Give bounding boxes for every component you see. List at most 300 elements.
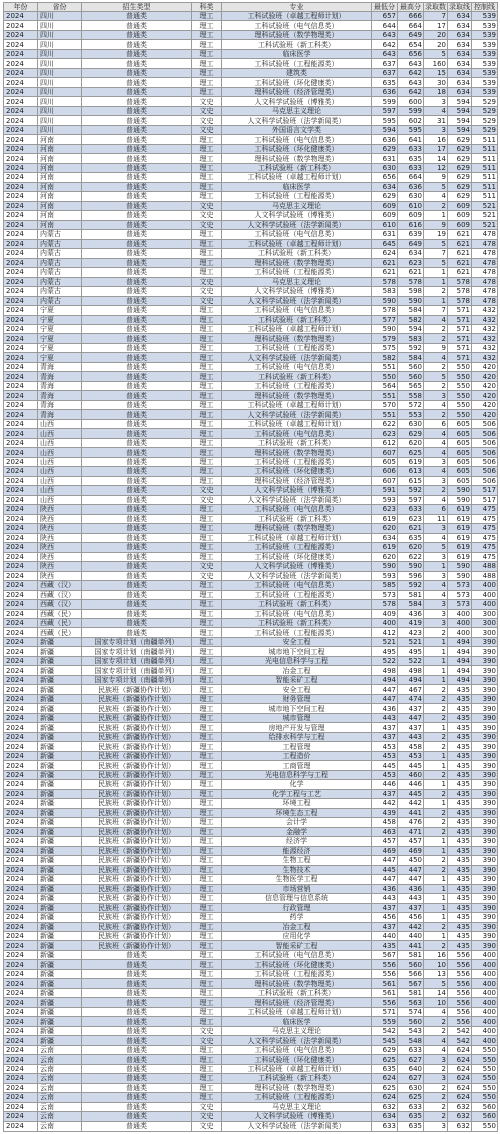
province-cell: 云南 (38, 1102, 82, 1111)
admission-type-cell: 普通类 (82, 960, 192, 969)
admitted-count-cell: 9 (424, 343, 448, 352)
admission-line-cell: 594 (448, 125, 472, 134)
admission-line-cell: 624 (448, 1045, 472, 1054)
province-cell: 河南 (38, 220, 82, 229)
admission-line-cell: 605 (448, 457, 472, 466)
category-cell: 理工 (192, 49, 222, 58)
admitted-count-cell: 2 (424, 334, 448, 343)
year-cell: 2024 (4, 343, 38, 352)
admission-type-cell: 民族班（新疆协作计划） (82, 742, 192, 751)
max-score-cell: 627 (398, 1055, 424, 1064)
major-cell: 建筑类 (222, 68, 372, 77)
admitted-count-cell: 7 (424, 306, 448, 315)
admitted-count-cell: 2 (424, 1093, 448, 1102)
year-cell: 2024 (4, 1112, 38, 1121)
min-score-cell: 437 (372, 922, 398, 931)
max-score-cell: 595 (398, 125, 424, 134)
admission-line-cell: 624 (448, 1083, 472, 1092)
province-cell: 四川 (38, 21, 82, 30)
major-cell: 工科试验班（卓越工程师计划） (222, 12, 372, 21)
province-cell: 新疆 (38, 988, 82, 997)
major-cell: 行政管理 (222, 903, 372, 912)
admission-line-cell: 556 (448, 1017, 472, 1026)
category-cell: 理工 (192, 998, 222, 1007)
admission-line-cell: 571 (448, 353, 472, 362)
table-row (4, 600, 498, 609)
major-cell: 工科试验班（新工科类） (222, 438, 372, 447)
category-cell: 理工 (192, 969, 222, 978)
min-score-cell: 607 (372, 448, 398, 457)
admission-line-cell: 634 (448, 78, 472, 87)
min-score-cell: 559 (372, 1017, 398, 1026)
major-cell: 工科试验班（新工科类） (222, 315, 372, 324)
max-score-cell: 630 (398, 419, 424, 428)
control-line-cell: 390 (472, 865, 498, 874)
admission-line-cell: 435 (448, 789, 472, 798)
admission-type-cell: 普通类 (82, 495, 192, 504)
category-cell: 理工 (192, 144, 222, 153)
max-score-cell: 548 (398, 1036, 424, 1045)
table-row (4, 1083, 498, 1092)
table-row (4, 249, 498, 258)
major-cell: 应用化学 (222, 931, 372, 940)
table-row (4, 68, 498, 77)
province-cell: 内蒙古 (38, 230, 82, 239)
min-score-cell: 634 (372, 533, 398, 542)
admitted-count-cell: 4 (424, 581, 448, 590)
table-row (4, 1055, 498, 1064)
min-score-cell: 585 (372, 581, 398, 590)
year-cell: 2024 (4, 1026, 38, 1035)
control-line-cell: 300 (472, 628, 498, 637)
province-cell: 新疆 (38, 656, 82, 665)
major-cell: 理科试验班（数学物理类） (222, 154, 372, 163)
table-row (4, 941, 498, 950)
admitted-count-cell: 3 (424, 619, 448, 628)
min-score-cell: 578 (372, 600, 398, 609)
category-cell: 理工 (192, 353, 222, 362)
category-cell: 理工 (192, 903, 222, 912)
min-score-cell: 551 (372, 391, 398, 400)
admitted-count-cell: 3 (424, 457, 448, 466)
province-cell: 山西 (38, 467, 82, 476)
province-cell: 新疆 (38, 675, 82, 684)
admitted-count-cell: 5 (424, 543, 448, 552)
province-cell: 青海 (38, 400, 82, 409)
category-cell: 理工 (192, 979, 222, 988)
control-line-cell: 400 (472, 960, 498, 969)
year-cell: 2024 (4, 59, 38, 68)
admission-line-cell: 435 (448, 827, 472, 836)
admission-type-cell: 普通类 (82, 173, 192, 182)
major-cell: 化学工程与工艺 (222, 789, 372, 798)
table-row (4, 751, 498, 760)
admission-line-cell: 590 (448, 495, 472, 504)
table-row (4, 268, 498, 277)
category-cell: 理工 (192, 600, 222, 609)
admission-line-cell: 609 (448, 220, 472, 229)
admission-type-cell: 普通类 (82, 562, 192, 571)
min-score-cell: 621 (372, 258, 398, 267)
table-row (4, 1074, 498, 1083)
category-cell: 理工 (192, 30, 222, 39)
table-row (4, 78, 498, 87)
max-score-cell: 450 (398, 856, 424, 865)
year-cell: 2024 (4, 182, 38, 191)
province-cell: 新疆 (38, 960, 82, 969)
admitted-count-cell: 2 (424, 1102, 448, 1111)
major-cell: 工科试验班（卓越工程师计划） (222, 173, 372, 182)
major-cell: 城市地下空间工程 (222, 647, 372, 656)
admitted-count-cell: 2 (424, 704, 448, 713)
admitted-count-cell: 1 (424, 894, 448, 903)
admitted-count-cell: 1 (424, 637, 448, 646)
admission-line-cell: 629 (448, 135, 472, 144)
year-cell: 2024 (4, 438, 38, 447)
major-cell: 临床医学 (222, 1017, 372, 1026)
control-line-cell: 390 (472, 666, 498, 675)
min-score-cell: 642 (372, 40, 398, 49)
admitted-count-cell: 1 (424, 647, 448, 656)
admitted-count-cell: 7 (424, 12, 448, 21)
table-row (4, 258, 498, 267)
admission-line-cell: 605 (448, 419, 472, 428)
province-cell: 新疆 (38, 884, 82, 893)
year-cell: 2024 (4, 761, 38, 770)
category-cell: 理工 (192, 846, 222, 855)
table-row (4, 666, 498, 675)
year-cell: 2024 (4, 362, 38, 371)
admission-type-cell: 普通类 (82, 125, 192, 134)
header-control-line: 控制线 (472, 3, 498, 12)
province-cell: 河南 (38, 211, 82, 220)
table-row (4, 827, 498, 836)
year-cell: 2024 (4, 1045, 38, 1054)
admission-type-cell: 民族班（新疆协作计划） (82, 751, 192, 760)
category-cell: 理工 (192, 856, 222, 865)
table-row (4, 808, 498, 817)
table-row (4, 903, 498, 912)
year-cell: 2024 (4, 192, 38, 201)
admission-type-cell: 普通类 (82, 998, 192, 1007)
admitted-count-cell: 1 (424, 211, 448, 220)
control-line-cell: 539 (472, 40, 498, 49)
admission-type-cell: 民族班（新疆协作计划） (82, 922, 192, 931)
major-cell: 工科试验班（电气信息类） (222, 950, 372, 959)
admission-type-cell: 普通类 (82, 49, 192, 58)
control-line-cell: 478 (472, 296, 498, 305)
control-line-cell: 390 (472, 903, 498, 912)
province-cell: 宁夏 (38, 306, 82, 315)
year-cell: 2024 (4, 1017, 38, 1026)
table-row (4, 780, 498, 789)
table-row (4, 685, 498, 694)
control-line-cell: 475 (472, 533, 498, 542)
admission-line-cell: 435 (448, 846, 472, 855)
admitted-count-cell: 3 (424, 524, 448, 533)
control-line-cell: 529 (472, 106, 498, 115)
table-row (4, 277, 498, 286)
table-row (4, 201, 498, 210)
control-line-cell: 390 (472, 704, 498, 713)
max-score-cell: 474 (398, 694, 424, 703)
table-row (4, 619, 498, 628)
min-score-cell: 409 (372, 609, 398, 618)
province-cell: 云南 (38, 1121, 82, 1131)
admission-type-cell: 民族班（新疆协作计划） (82, 818, 192, 827)
max-score-cell: 447 (398, 875, 424, 884)
category-cell: 理工 (192, 723, 222, 732)
max-score-cell: 635 (398, 1121, 424, 1131)
control-line-cell: 506 (472, 419, 498, 428)
table-row (4, 988, 498, 997)
admission-type-cell: 普通类 (82, 40, 192, 49)
admission-type-cell: 普通类 (82, 969, 192, 978)
table-row (4, 1007, 498, 1016)
year-cell: 2024 (4, 552, 38, 561)
admitted-count-cell: 2 (424, 694, 448, 703)
admitted-count-cell: 2 (424, 1083, 448, 1092)
admitted-count-cell: 3 (424, 609, 448, 618)
admitted-count-cell: 1 (424, 268, 448, 277)
control-line-cell: 432 (472, 324, 498, 333)
table-row (4, 381, 498, 390)
min-score-cell: 632 (372, 1102, 398, 1111)
major-cell: 城市管理 (222, 713, 372, 722)
year-cell: 2024 (4, 960, 38, 969)
header-category: 科类 (192, 3, 222, 12)
control-line-cell: 550 (472, 1093, 498, 1102)
province-cell: 四川 (38, 12, 82, 21)
year-cell: 2024 (4, 827, 38, 836)
province-cell: 新疆 (38, 969, 82, 978)
admission-line-cell: 573 (448, 581, 472, 590)
province-cell: 新疆 (38, 694, 82, 703)
control-line-cell: 539 (472, 59, 498, 68)
control-line-cell: 478 (472, 268, 498, 277)
admitted-count-cell: 4 (424, 495, 448, 504)
major-cell: 工科试验班（电气信息类） (222, 362, 372, 371)
min-score-cell: 593 (372, 571, 398, 580)
admission-type-cell: 民族班（新疆协作计划） (82, 732, 192, 741)
province-cell: 内蒙古 (38, 296, 82, 305)
major-cell: 工科试验班（电气信息类） (222, 581, 372, 590)
admission-line-cell: 590 (448, 486, 472, 495)
min-score-cell: 453 (372, 751, 398, 760)
table-row (4, 1026, 498, 1035)
admission-line-cell: 629 (448, 144, 472, 153)
table-row (4, 628, 498, 637)
admission-line-cell: 435 (448, 875, 472, 884)
admitted-count-cell: 15 (424, 68, 448, 77)
control-line-cell: 506 (472, 476, 498, 485)
control-line-cell: 511 (472, 173, 498, 182)
max-score-cell: 583 (398, 334, 424, 343)
max-score-cell: 442 (398, 799, 424, 808)
table-row (4, 960, 498, 969)
year-cell: 2024 (4, 163, 38, 172)
admission-line-cell: 634 (448, 12, 472, 21)
control-line-cell: 300 (472, 619, 498, 628)
category-cell: 理工 (192, 258, 222, 267)
category-cell: 理工 (192, 884, 222, 893)
table-row (4, 723, 498, 732)
year-cell: 2024 (4, 467, 38, 476)
major-cell: 工科试验班（电气信息类） (222, 505, 372, 514)
control-line-cell: 550 (472, 1083, 498, 1092)
province-cell: 青海 (38, 372, 82, 381)
admission-type-cell: 普通类 (82, 514, 192, 523)
header-min-score: 最低分 (372, 3, 398, 12)
max-score-cell: 581 (398, 590, 424, 599)
category-cell: 理工 (192, 704, 222, 713)
year-cell: 2024 (4, 1083, 38, 1092)
min-score-cell: 597 (372, 106, 398, 115)
min-score-cell: 561 (372, 979, 398, 988)
control-line-cell: 475 (472, 505, 498, 514)
year-cell: 2024 (4, 533, 38, 542)
major-cell: 人文科学试验班（法学新闻类） (222, 1036, 372, 1045)
province-cell: 河南 (38, 163, 82, 172)
category-cell: 理工 (192, 913, 222, 922)
control-line-cell: 390 (472, 846, 498, 855)
admission-type-cell: 普通类 (82, 476, 192, 485)
year-cell: 2024 (4, 808, 38, 817)
admission-line-cell: 573 (448, 600, 472, 609)
admitted-count-cell: 3 (424, 571, 448, 580)
admission-line-cell: 619 (448, 533, 472, 542)
category-cell: 文史 (192, 1102, 222, 1111)
max-score-cell: 574 (398, 1007, 424, 1016)
admitted-count-cell: 1 (424, 780, 448, 789)
province-cell: 新疆 (38, 913, 82, 922)
year-cell: 2024 (4, 277, 38, 286)
major-cell: 理科试验班（数学物理类） (222, 258, 372, 267)
admitted-count-cell: 6 (424, 505, 448, 514)
year-cell: 2024 (4, 875, 38, 884)
min-score-cell: 437 (372, 903, 398, 912)
max-score-cell: 633 (398, 1102, 424, 1111)
max-score-cell: 621 (398, 268, 424, 277)
table-row (4, 163, 498, 172)
category-cell: 文史 (192, 495, 222, 504)
max-score-cell: 447 (398, 865, 424, 874)
admission-line-cell: 435 (448, 818, 472, 827)
province-cell: 河南 (38, 135, 82, 144)
province-cell: 宁夏 (38, 324, 82, 333)
province-cell: 陕西 (38, 514, 82, 523)
major-cell: 马克思主义理论 (222, 201, 372, 210)
category-cell: 理工 (192, 988, 222, 997)
admitted-count-cell: 3 (424, 1055, 448, 1064)
table-row (4, 144, 498, 153)
major-cell: 工科试验班（新工科类） (222, 514, 372, 523)
year-cell: 2024 (4, 391, 38, 400)
control-line-cell: 400 (472, 1026, 498, 1035)
admission-line-cell: 556 (448, 1007, 472, 1016)
min-score-cell: 583 (372, 287, 398, 296)
min-score-cell: 556 (372, 960, 398, 969)
major-cell: 工科试验班（新工科类） (222, 163, 372, 172)
province-cell: 陕西 (38, 505, 82, 514)
year-cell: 2024 (4, 1093, 38, 1102)
min-score-cell: 631 (372, 230, 398, 239)
table-row (4, 818, 498, 827)
table-row (4, 106, 498, 115)
admission-type-cell: 民族班（新疆协作计划） (82, 770, 192, 779)
category-cell: 理工 (192, 1007, 222, 1016)
province-cell: 云南 (38, 1055, 82, 1064)
major-cell: 环境工程 (222, 799, 372, 808)
year-cell: 2024 (4, 448, 38, 457)
admission-type-cell: 普通类 (82, 97, 192, 106)
max-score-cell: 436 (398, 884, 424, 893)
min-score-cell: 521 (372, 637, 398, 646)
control-line-cell: 432 (472, 343, 498, 352)
admitted-count-cell: 2 (424, 324, 448, 333)
major-cell: 环境生态工程 (222, 808, 372, 817)
province-cell: 云南 (38, 1074, 82, 1083)
control-line-cell: 511 (472, 154, 498, 163)
year-cell: 2024 (4, 590, 38, 599)
province-cell: 新疆 (38, 713, 82, 722)
max-score-cell: 630 (398, 192, 424, 201)
admitted-count-cell: 5 (424, 182, 448, 191)
major-cell: 人文科学试验班（法学新闻类） (222, 1121, 372, 1131)
min-score-cell: 573 (372, 590, 398, 599)
year-cell: 2024 (4, 353, 38, 362)
admitted-count-cell: 4 (424, 467, 448, 476)
table-row (4, 552, 498, 561)
admitted-count-cell: 14 (424, 154, 448, 163)
admitted-count-cell: 4 (424, 192, 448, 201)
control-line-cell: 390 (472, 637, 498, 646)
category-cell: 理工 (192, 685, 222, 694)
table-row (4, 875, 498, 884)
max-score-cell: 615 (398, 476, 424, 485)
admitted-count-cell: 9 (424, 173, 448, 182)
max-score-cell: 443 (398, 894, 424, 903)
admission-line-cell: 594 (448, 116, 472, 125)
table-row (4, 884, 498, 893)
table-body (4, 12, 498, 1132)
admission-type-cell: 普通类 (82, 1036, 192, 1045)
max-score-cell: 656 (398, 49, 424, 58)
province-cell: 内蒙古 (38, 277, 82, 286)
min-score-cell: 609 (372, 211, 398, 220)
year-cell: 2024 (4, 780, 38, 789)
max-score-cell: 594 (398, 324, 424, 333)
admitted-count-cell: 30 (424, 78, 448, 87)
table-row (4, 1093, 498, 1102)
province-cell: 山西 (38, 476, 82, 485)
year-cell: 2024 (4, 220, 38, 229)
year-cell: 2024 (4, 647, 38, 656)
control-line-cell: 390 (472, 761, 498, 770)
province-cell: 新疆 (38, 818, 82, 827)
max-score-cell: 581 (398, 988, 424, 997)
admission-line-cell: 550 (448, 400, 472, 409)
min-score-cell: 435 (372, 941, 398, 950)
min-score-cell: 623 (372, 429, 398, 438)
admitted-count-cell: 2 (424, 362, 448, 371)
control-line-cell: 517 (472, 495, 498, 504)
category-cell: 理工 (192, 457, 222, 466)
table-row (4, 343, 498, 352)
table-row (4, 97, 498, 106)
major-cell: 外国语言文学类 (222, 125, 372, 134)
control-line-cell: 511 (472, 182, 498, 191)
